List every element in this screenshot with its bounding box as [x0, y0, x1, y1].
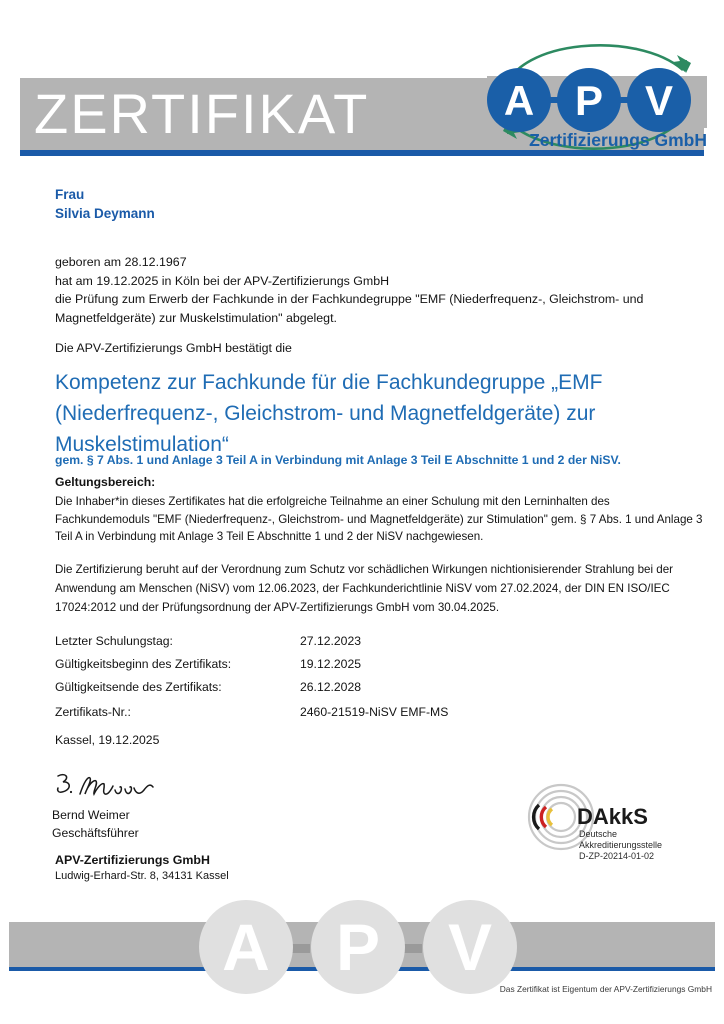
intro-paragraph — [55, 253, 685, 327]
apv-watermark — [198, 900, 528, 995]
dates-table — [55, 630, 555, 699]
watermark-letter-a: A — [222, 910, 270, 984]
footer-ownership-note: Das Zertifikat ist Eigentum der APV-Zertifizierungs GmbH — [499, 984, 712, 994]
date-label: Gültigkeitsende des Zertifikats: — [55, 680, 222, 694]
dakks-wordmark: DAkkS — [577, 804, 648, 829]
logo-letter-a: A — [503, 77, 535, 124]
recipient-name: Silvia Deymann — [55, 206, 155, 221]
place-and-date: Kassel, 19.12.2025 — [55, 733, 160, 747]
dakks-arcs-icon — [519, 783, 699, 863]
dakks-line3: D-ZP-20214-01-02 — [579, 851, 655, 861]
date-label: Gültigkeitsbeginn des Zertifikats: — [55, 657, 232, 671]
date-value: 26.12.2028 — [300, 680, 361, 694]
signatory-name: Bernd Weimer — [52, 808, 130, 822]
certificate-number-row — [55, 705, 555, 719]
logo-letter-v: V — [644, 77, 674, 124]
dakks-line1: Deutsche — [579, 829, 618, 839]
certificate-number-label: Zertifikats-Nr.: — [55, 705, 131, 719]
table-row — [55, 653, 555, 676]
certification-basis: Die Zertifizierung beruht auf der Verordnung zum Schutz vor schädlichen Wirkungen nichtionisierender Strahlung bei der Anwendung am Menschen (NiSV) vom 12.06.2023, der Fachkunderichtlinie NiSV vom 27.02.2024, der DIN EN ISO/IEC 17024:2012 und der Prüfungsordnung der APV-Zertifizierungs GmbH vom 30.04.2025. — [55, 563, 674, 614]
company-name: APV-Zertifizierungs GmbH — [55, 853, 210, 867]
logo-letter-p: P — [574, 77, 604, 124]
handwritten-signature-icon — [52, 770, 182, 804]
apv-logo — [487, 22, 707, 172]
document-header — [0, 0, 724, 175]
certificate-number-value: 2460-21519-NiSV EMF-MS — [300, 705, 449, 719]
document-footer — [0, 912, 724, 1024]
intro-line-exam-place: hat am 19.12.2025 in Köln bei der APV-Zertifizierungs GmbH — [55, 273, 390, 288]
table-row — [55, 630, 555, 653]
dakks-accreditation-logo — [519, 783, 699, 863]
intro-line-exam-subject: die Prüfung zum Erwerb der Fachkunde in der Fachkundegruppe "EMF (Niederfrequenz-, Gleichstrom- und Magnetfeldgeräte) zur Muskelstimulation" abgelegt. — [55, 292, 644, 325]
confirmation-line: Die APV-Zertifizierungs GmbH bestätigt die — [55, 341, 292, 355]
signatory-role: Geschäftsführer — [52, 826, 139, 840]
signature-block — [52, 770, 352, 842]
table-row — [55, 676, 555, 699]
company-address: Ludwig-Erhard-Str. 8, 34131 Kassel — [55, 870, 229, 882]
watermark-letter-v: V — [447, 910, 493, 984]
page-title: ZERTIFIKAT — [34, 82, 370, 145]
competence-title: Kompetenz zur Fachkunde für die Fachkundegruppe „EMF (Niederfrequenz-, Gleichstrom- und Magnetfeldgeräte) zur Muskelstimulation“ — [55, 371, 603, 456]
recipient-block — [55, 185, 155, 223]
competence-legal-reference: gem. § 7 Abs. 1 und Anlage 3 Teil A in Verbindung mit Anlage 3 Teil E Abschnitte 1 und 2 der NiSV. — [55, 453, 621, 467]
date-label: Letzter Schulungstag: — [55, 634, 173, 648]
date-value: 19.12.2025 — [300, 657, 361, 671]
scope-body: Die Inhaber*in dieses Zertifikates hat die erfolgreiche Teilnahme an einer Schulung mit den Lerninhalten des Fachkundemoduls "EMF (Niederfrequenz-, Gleichstrom- und Magnetfeldgeräte) zur Stimulation" gem. § 7 Abs. 1 und Anlage 3 Teil A in Verbindung mit Anlage 3 Teil E Abschnitte 1 und 2 der NiSV nachgewiesen. — [55, 495, 703, 543]
intro-line-birth: geboren am 28.12.1967 — [55, 255, 187, 269]
scope-heading: Geltungsbereich: — [55, 475, 156, 489]
logo-subtitle: Zertifizierungs GmbH — [529, 130, 707, 150]
date-value: 27.12.2023 — [300, 634, 361, 648]
dakks-line2: Akkreditierungsstelle — [579, 840, 663, 850]
recipient-salutation: Frau — [55, 187, 85, 202]
watermark-letter-p: P — [335, 910, 381, 984]
